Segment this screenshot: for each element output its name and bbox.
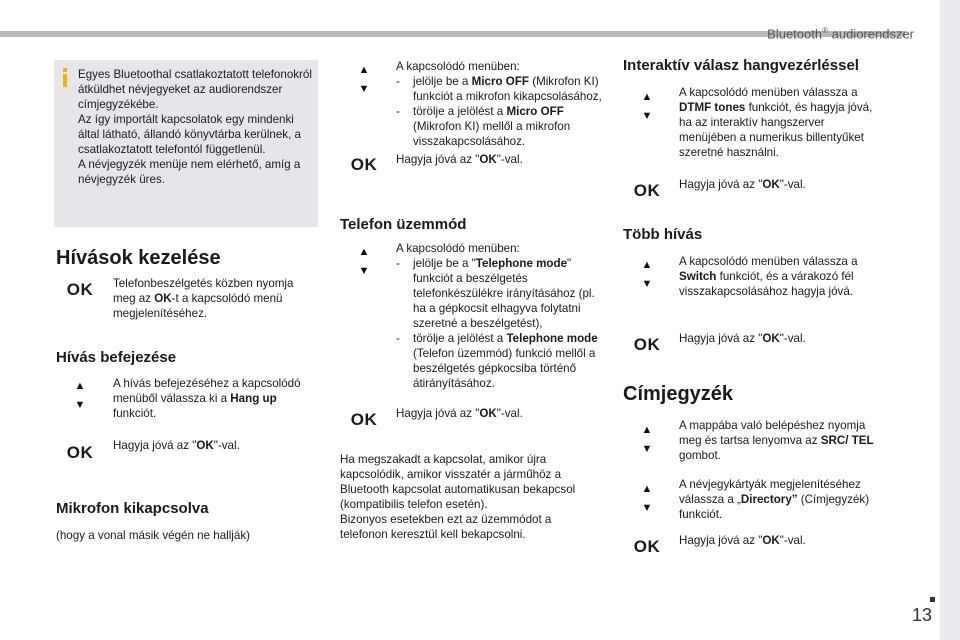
multi-call-title: Több hívás xyxy=(623,226,703,243)
nav-arrows-icon: ▲ ▼ xyxy=(74,380,86,411)
phone-mode-item-2: - törölje a jelölést a Telephone mode (Telefon üzemmód) funkció mellől a beszélgetés gépkocsiba történő átirányításához. xyxy=(396,332,598,390)
ok-icon: OK xyxy=(350,410,378,429)
interactive-title: Interaktív válasz hangvezérléssel xyxy=(623,57,859,74)
nav-arrows-icon: ▲ ▼ xyxy=(358,246,370,277)
nav-arrows-icon: ▲ ▼ xyxy=(641,483,653,514)
nav-arrows-icon: ▲ ▼ xyxy=(641,259,653,290)
multi-call-ok-text: Hagyja jóvá az "OK"-val. xyxy=(679,332,806,345)
directory-title: Címjegyzék xyxy=(623,383,734,405)
side-strip xyxy=(940,0,960,640)
phone-mode-steps xyxy=(396,241,606,391)
phone-mode-note: Ha megszakadt a kapcsolat, amikor újra kapcsolódik, amikor visszatér a járműhöz a Bluetooth kapcsolat automatikusan bekapcsol (kompatibilis telefon esetén). Bizonyos esetekben ezt az üzemmódot a telefonon keresztül kell bekapcsolni. xyxy=(340,453,576,541)
mic-off-subtitle: (hogy a vonal másik végén ne hallják) xyxy=(56,529,250,542)
nav-arrows-icon: ▲ ▼ xyxy=(641,91,653,122)
directory-nav1-text: A mappába való belépéshez nyomja meg és tartsa lenyomva az SRC/ TEL gombot. xyxy=(679,419,874,462)
nav-arrows-icon: ▲ ▼ xyxy=(641,424,653,455)
mic-off-intro: A kapcsolódó menüben: xyxy=(396,60,520,73)
page-marker-dot xyxy=(930,597,935,602)
phone-mode-item-1: - jelölje be a "Telephone mode" funkciót a beszélgetés telefonkészülékre irányításához (pl. ha a gépkocsit elhagyva folytatni szeretné a beszélgetést), xyxy=(396,257,595,330)
mic-off-item-2: - törölje a jelölést a Micro OFF (Mikrofon KI) mellől a mikrofon visszakapcsolásához. xyxy=(396,105,571,148)
end-call-title: Hívás befejezése xyxy=(56,349,177,366)
multi-call-nav-text: A kapcsolódó menüben válassza a Switch funkciót, és a várakozó fél visszakapcsolásához hagyja jóvá. xyxy=(679,255,858,298)
end-call-ok-text: Hagyja jóvá az "OK"-val. xyxy=(113,439,240,452)
info-text: Egyes Bluetoothal csatlakoztatott telefonokról átküldhet névjegyeket az audiorendszer címjegyzékébe. Az így importált kapcsolatok egy mindenki által látható, állandó könyvtárba kerülnek, a csatlakoztatott telefontól függetlenül. A névjegyzék menüje nem elérhető, amíg a névjegyzék üres. xyxy=(78,68,312,186)
directory-ok-text: Hagyja jóvá az "OK"-val. xyxy=(679,534,806,547)
mic-off-steps xyxy=(396,59,604,149)
mic-off-ok-text: Hagyja jóvá az "OK"-val. xyxy=(396,153,523,166)
interactive-nav-text: A kapcsolódó menüben válassza a DTMF tones funkciót, és hagyja jóvá, ha az interaktív hangszerver menüjében a numerikus billentyűket szeretné használni. xyxy=(679,86,873,159)
info-box xyxy=(54,60,318,227)
phone-mode-intro: A kapcsolódó menüben: xyxy=(396,242,520,255)
directory-nav2-text: A névjegykártyák megjelenítéséhez válassza a „Directory” (Címjegyzék) funkciót. xyxy=(679,478,870,521)
mic-off-title: Mikrofon kikapcsolva xyxy=(56,500,209,517)
ok-icon: OK xyxy=(633,181,661,200)
page-number: 13 xyxy=(912,605,933,625)
ok-icon: OK xyxy=(66,280,94,299)
calls-title: Hívások kezelése xyxy=(56,247,221,269)
calls-ok-text: Telefonbeszélgetés közben nyomja meg az OK-t a kapcsolódó menü megjelenítéséhez. xyxy=(113,277,294,320)
info-icon xyxy=(63,68,67,87)
page-header: Bluetooth® audiorendszer xyxy=(767,26,914,42)
end-call-nav-text: A hívás befejezéséhez a kapcsolódó menüből válassza ki a Hang up funkciót. xyxy=(113,377,301,420)
phone-mode-title: Telefon üzemmód xyxy=(340,216,467,233)
ok-icon: OK xyxy=(350,155,378,174)
ok-icon: OK xyxy=(633,335,661,354)
nav-arrows-icon: ▲ ▼ xyxy=(358,64,370,95)
phone-mode-ok-text: Hagyja jóvá az "OK"-val. xyxy=(396,407,523,420)
interactive-ok-text: Hagyja jóvá az "OK"-val. xyxy=(679,178,806,191)
ok-icon: OK xyxy=(66,443,94,462)
mic-off-item-1: - jelölje be a Micro OFF (Mikrofon KI) funkciót a mikrofon kikapcsolásához, xyxy=(396,75,602,103)
ok-icon: OK xyxy=(633,537,661,556)
